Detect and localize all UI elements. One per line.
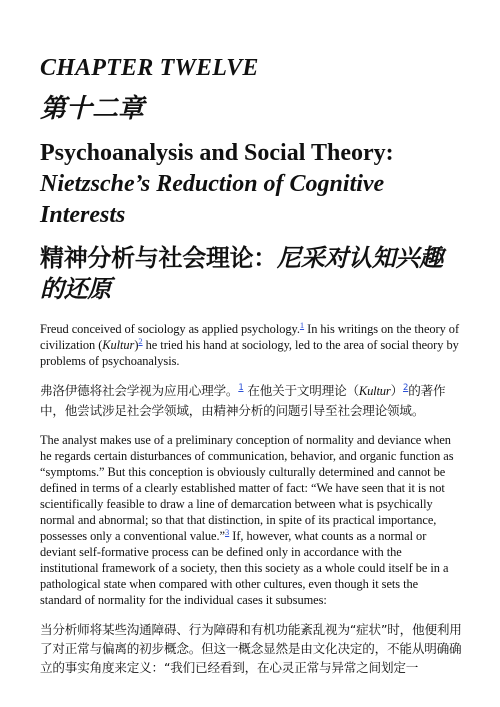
chapter-title-en: [40, 138, 462, 231]
paragraph-2-en-text-a: The analyst makes use of a preliminary conception of normality and deviance when he regards certain disturbances of communication, behavior, and organic function as “symptoms.” But this conception is obviously culturally determined and cannot be defined in terms of a clearly established matter of fact: “We have seen that it is not scientifically feasible to draw a line of demarcation between what is psychically normal and abnormal; so that that distinction, in spite of its practical importance, possesses only a conventional value.”: [40, 433, 454, 543]
paragraph-1-en-text-c: ): [134, 338, 139, 352]
footnote-link-1[interactable]: 1: [299, 319, 305, 330]
paragraph-1-zh-text-c: ）: [390, 383, 403, 398]
chapter-label-en: CHAPTER TWELVE: [40, 55, 259, 81]
paragraph-2-en: [40, 432, 462, 608]
paragraph-1-en-text-a: Freud conceived of sociology as applied psychology.: [40, 322, 300, 336]
footnote-link-2[interactable]: 2: [138, 335, 143, 346]
paragraph-1-zh-text-a: 弗洛伊德将社会学视为应用心理学。: [40, 383, 239, 398]
chapter-title-en-subtitle: Nietzsche’s Reduction of Cognitive Interests: [40, 171, 385, 228]
kultur-term: Kultur: [102, 338, 135, 352]
paragraph-1-en-text-d: he tried his hand at sociology, led to the area of social theory by problems of psychoanalysis.: [40, 338, 459, 368]
paragraph-2-en-text-b: If, however, what counts as a normal or deviant self-formative process can be defined only in accordance with the institutional framework of a society, then this society as a whole could itself be in a pathological state when compared with other cultures, even though it sets the standard of normality for the individual cases it subsumes:: [40, 529, 449, 607]
footnote-link-3[interactable]: 3: [225, 526, 230, 537]
chapter-label-zh: 第十二章: [40, 94, 145, 124]
paragraph-1-en: [40, 321, 462, 369]
chapter-title-zh-subtitle: 尼采对认知兴趣的还原: [40, 244, 443, 303]
kultur-term-zh: Kultur: [358, 384, 391, 398]
paragraph-1-zh-text-b: 在他关于文明理论（: [243, 383, 359, 398]
chapter-title-zh-main: 精神分析与社会理论：: [40, 244, 277, 272]
chapter-title-en-main: Psychoanalysis and Social Theory:: [40, 140, 394, 166]
paragraph-1-en-text-b: In his writings on the theory of civilization (: [40, 322, 460, 352]
paragraph-2-zh: 当分析师将某些沟通障碍、行为障碍和有机功能紊乱视为“症状”时，他便利用了对正常与偏离的初步概念。但这一概念显然是由文化决定的，不能从明确确立的事实角度来定义：“我们已经看到，在心灵正常与异常之间划定一: [40, 622, 462, 675]
paragraph-1-zh: [40, 381, 462, 420]
document-page: [40, 54, 462, 689]
footnote-link-2-zh[interactable]: 2: [403, 382, 409, 393]
paragraph-1-zh-text-d: 的著作中，他尝试涉足社会学领域，由精神分析的问题引导至社会理论领域。: [40, 383, 446, 418]
footnote-link-1-zh[interactable]: 1: [238, 382, 244, 393]
chapter-title-zh: [40, 243, 462, 305]
